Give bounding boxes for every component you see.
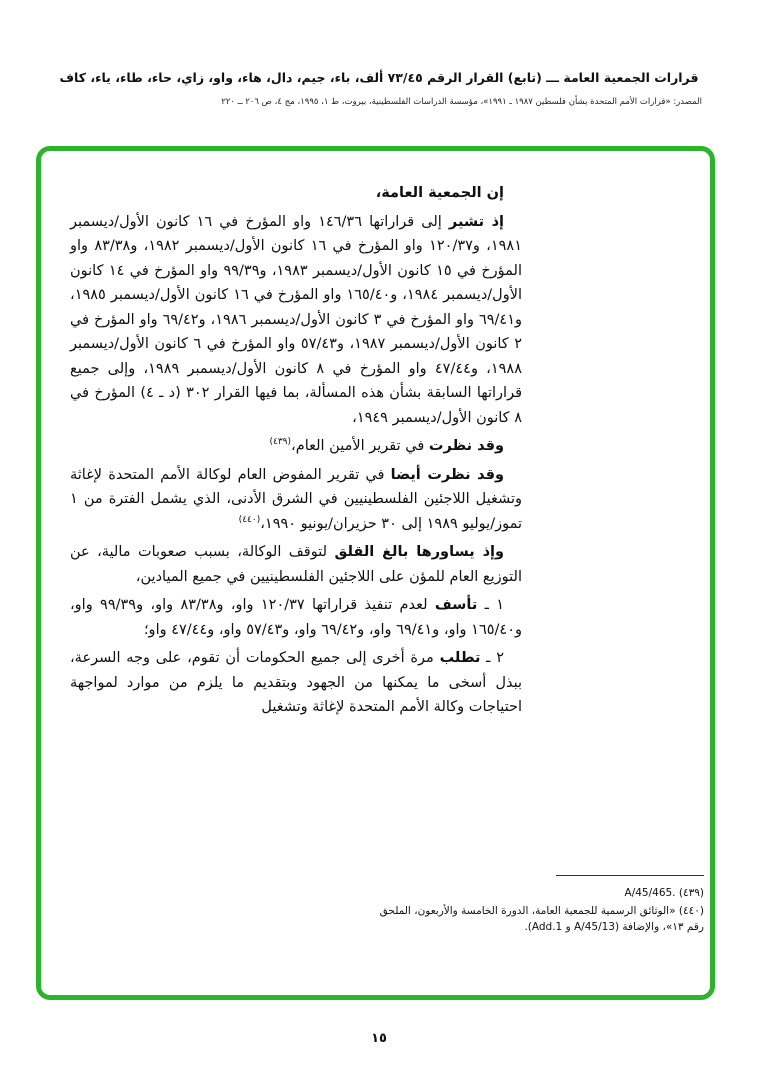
resolution-text (70, 181, 522, 724)
paragraph-text: لتوقف الوكالة، بسبب صعوبات مالية، عن التوزيع العام للمؤن على اللاجئين الفلسطينيين في جميع الميادين، (70, 544, 522, 585)
resolution-paragraph (70, 434, 522, 459)
footnote-ref: (٤٤٠) (238, 514, 261, 525)
paragraph-lead: إن الجمعية العامة، (375, 185, 504, 201)
footnote-separator (556, 875, 704, 876)
header-title: قرارات الجمعية العامة ـــ (تابع) القرار الرقم ٧٣/٤٥ ألف، باء، جيم، دال، هاء، واو، زاي، حاء، طاء، ياء، كاف (59, 70, 699, 85)
resolution-paragraph (70, 646, 522, 720)
resolution-paragraph (70, 540, 522, 589)
footnote (370, 885, 704, 902)
paragraph-number: ٢ ـ (480, 650, 505, 666)
page-number: ١٥ (371, 1031, 387, 1046)
paragraph-lead: إذ تشير (448, 213, 504, 230)
paragraph-text: إلى قراراتها ١٤٦/٣٦ واو المؤرخ في ١٦ كانون الأول/ديسمبر ١٩٨١، و١٢٠/٣٧ واو المؤرخ في ١٦ كانون الأول/ديسمبر ١٩٨٢، و٨٣/٣٨ واو المؤرخ في ١٥ كانون الأول/ديسمبر ١٩٨٣، و٩٩/٣٩ واو المؤرخ في ١٤ كانون الأول/ديسمبر ١٩٨٤، و١٦٥/٤٠ واو المؤرخ في ١٦ كانون الأول/ديسمبر ١٩٨٥، و٦٩/٤١ واو المؤرخ في ٣ كانون الأول/ديسمبر ١٩٨٦، و٦٩/٤٢ واو المؤرخ في ٢ كانون الأول/ديسمبر ١٩٨٧، و٥٧/٤٣ واو المؤرخ في ٦ كانون الأول/ديسمبر ١٩٨٨، و٤٧/٤٤ واو المؤرخ في ٨ كانون الأول/ديسمبر ١٩٨٩، وإلى جميع قراراتها السابقة بشأن هذه المسألة، بما فيها القرار ٣٠٢ (د ـ ٤) المؤرخ في ٨ كانون الأول/ديسمبر ١٩٤٩، (70, 213, 523, 426)
resolution-paragraph (70, 463, 522, 537)
paragraph-lead: وإذ يساورها بالغ القلق (334, 544, 504, 560)
paragraph-text: لعدم تنفيذ قراراتها ١٢٠/٣٧ واو، و٨٣/٣٨ واو، و٩٩/٣٩ واو، و١٦٥/٤٠ واو، و٦٩/٤١ واو، و٦٩/٤٢ واو، و٥٧/٤٣ واو، و٤٧/٤٤ واو؛ (70, 597, 522, 638)
paragraph-text: في تقرير المفوض العام لوكالة الأمم المتحدة لإغاثة وتشغيل اللاجئين الفلسطينيين في الشرق الأدنى، الذي يشمل الفترة من ١ تموز/يوليو ١٩٨٩ إلى ٣٠ حزيران/يونيو ١٩٩٠، (70, 466, 522, 532)
footnote-marker: (٤٤٠) (678, 904, 704, 917)
resolution-paragraph (70, 593, 522, 642)
paragraph-lead: وقد نظرت (428, 438, 504, 454)
header-source: المصدر: «قرارات الأمم المتحدة بشأن فلسطين ١٩٨٧ ـ ١٩٩١»، مؤسسة الدراسات الفلسطينية، بيروت، ط ١، ١٩٩٥، مج ٤، ص ٢٠٦ ــ ٢٢٠ (221, 97, 702, 107)
paragraph-text: في تقرير الأمين العام، (291, 438, 429, 454)
footnote-text: «الوثائق الرسمية للجمعية العامة، الدورة الخامسة والأربعون، الملحق رقم ١٣»، والإضافة (A/45/13 و Add.1). (379, 904, 704, 933)
resolution-paragraph (70, 181, 522, 206)
green-frame (36, 146, 715, 1000)
footnote-ref: (٤٣٩) (269, 437, 292, 448)
paragraph-number: ١ ـ (477, 597, 505, 613)
paragraph-lead: تطلب (439, 650, 481, 666)
resolution-paragraph (70, 210, 522, 431)
footnote-marker: (٤٣٩) (678, 887, 704, 899)
footnote (370, 903, 704, 936)
paragraph-lead: تأسف (434, 597, 478, 613)
paragraph-lead: وقد نظرت أيضا (390, 466, 504, 483)
paragraph-text: مرة أخرى إلى جميع الحكومات أن تقوم، على وجه السرعة، ببذل أسخى ما يمكنها من الجهود وبتقديم ما يلزم من موارد لمواجهة احتياجات وكالة الأمم المتحدة لإغاثة وتشغيل (70, 650, 522, 715)
footnote-text: A/45/465. (624, 887, 676, 899)
footnotes-section (370, 875, 704, 937)
